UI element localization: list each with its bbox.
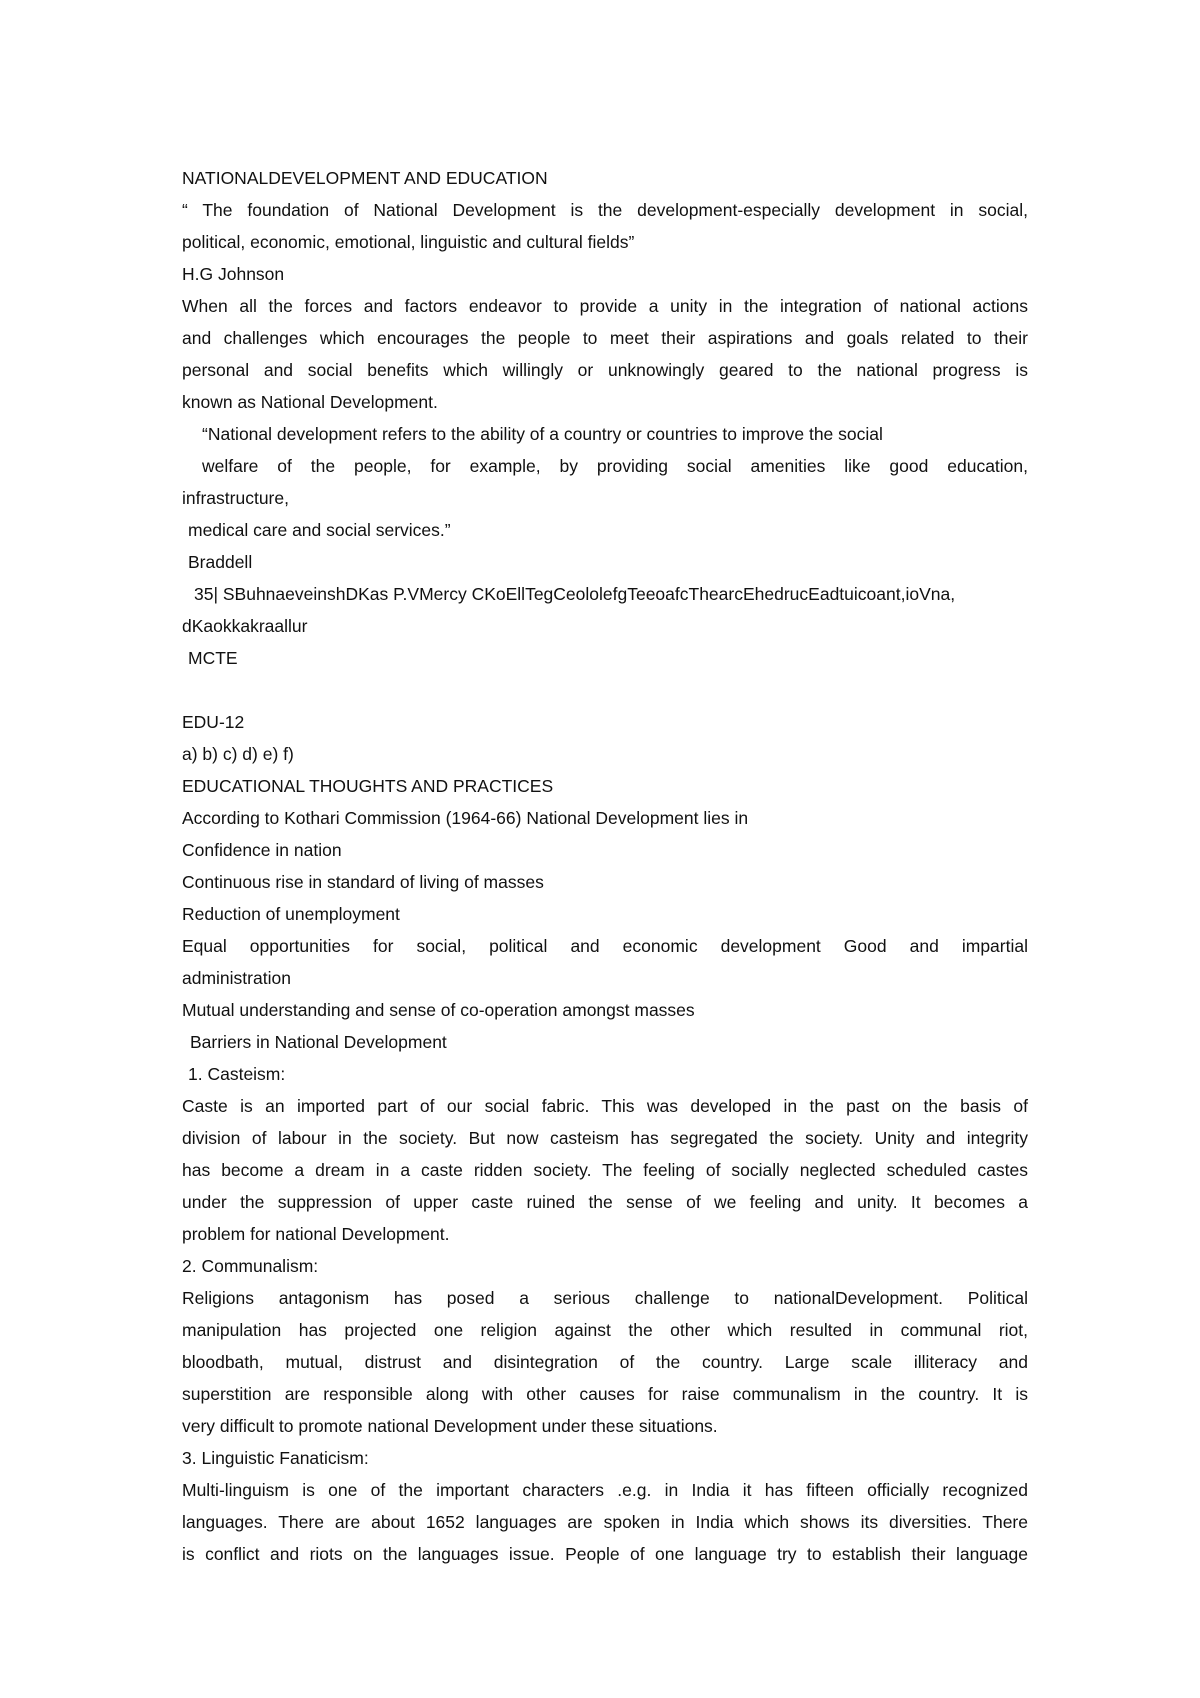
- kothari-point: Confidence in nation: [182, 840, 342, 860]
- barrier-text-line: manipulation has projected one religion against the other which resulted in communal riot,: [182, 1320, 1028, 1340]
- barrier-text-line: Caste is an imported part of our social fabric. This was developed in the past on the basis of: [182, 1096, 1028, 1116]
- quote1-line: political, economic, emotional, linguistic and cultural fields”: [182, 232, 635, 252]
- definition-line: known as National Development.: [182, 392, 438, 412]
- kothari-point: administration: [182, 968, 291, 988]
- barrier-text-line: bloodbath, mutual, distrust and disintegration of the country. Large scale illiteracy and: [182, 1352, 1028, 1372]
- quote2-line: infrastructure,: [182, 488, 289, 508]
- footer-line: 35| SBuhnaeveinshDKas P.VMercy CKoEllTegCeololefgTeeoafcThearcEhedrucEadtuicoant,ioVna,: [194, 584, 956, 604]
- kothari-point: Mutual understanding and sense of co-operation amongst masses: [182, 1000, 695, 1020]
- definition-line: and challenges which encourages the people to meet their aspirations and goals related to their: [182, 328, 1028, 348]
- barrier-heading: 3. Linguistic Fanaticism:: [182, 1448, 369, 1468]
- kothari-point: Reduction of unemployment: [182, 904, 400, 924]
- footer-line: dKaokkakraallur: [182, 616, 308, 636]
- spacer: [182, 674, 1028, 706]
- kothari-intro: According to Kothari Commission (1964-66) National Development lies in: [182, 808, 749, 828]
- definition-line: When all the forces and factors endeavor to provide a unity in the integration of national actions: [182, 296, 1028, 316]
- barrier-text-line: problem for national Development.: [182, 1224, 450, 1244]
- barrier-text-line: very difficult to promote national Development under these situations.: [182, 1416, 718, 1436]
- quote2-line: medical care and social services.”: [188, 520, 451, 540]
- document-title: NATIONALDEVELOPMENT AND EDUCATION: [182, 168, 548, 188]
- quote2-line: “National development refers to the ability of a country or countries to improve the social: [202, 424, 883, 444]
- quote2-author: Braddell: [188, 552, 253, 572]
- barrier-text-line: superstition are responsible along with other causes for raise communalism in the country. It is: [182, 1384, 1028, 1404]
- barrier-text-line: Multi-linguism is one of the important characters .e.g. in India it has fifteen officially recognized: [182, 1480, 1028, 1500]
- barrier-heading: 1. Casteism:: [188, 1064, 286, 1084]
- quote1-author: H.G Johnson: [182, 264, 285, 284]
- options-line: a) b) c) d) e) f): [182, 744, 294, 764]
- barrier-text-line: Religions antagonism has posed a serious challenge to nationalDevelopment. Political: [182, 1288, 1028, 1308]
- barriers-heading: Barriers in National Development: [190, 1032, 447, 1052]
- document-page: [182, 162, 1028, 1570]
- definition-line: personal and social benefits which willingly or unknowingly geared to the national progress is: [182, 360, 1028, 380]
- footer-line: MCTE: [188, 648, 238, 668]
- section-title: EDUCATIONAL THOUGHTS AND PRACTICES: [182, 776, 554, 796]
- barrier-text-line: has become a dream in a caste ridden society. The feeling of socially neglected scheduled castes: [182, 1160, 1028, 1180]
- kothari-point: Equal opportunities for social, political and economic development Good and impartial: [182, 936, 1028, 956]
- quote1-line: “ The foundation of National Development is the development-especially development in social,: [182, 200, 1028, 220]
- barrier-text-line: division of labour in the society. But now casteism has segregated the society. Unity and integrity: [182, 1128, 1028, 1148]
- barrier-text-line: languages. There are about 1652 languages are spoken in India which shows its diversities. There: [182, 1512, 1028, 1532]
- course-code: EDU-12: [182, 712, 245, 732]
- barrier-text-line: is conflict and riots on the languages issue. People of one language try to establish their language: [182, 1544, 1028, 1564]
- quote2-line: welfare of the people, for example, by providing social amenities like good education,: [202, 456, 1028, 476]
- barrier-heading: 2. Communalism:: [182, 1256, 319, 1276]
- barrier-text-line: under the suppression of upper caste ruined the sense of we feeling and unity. It becomes a: [182, 1192, 1028, 1212]
- kothari-point: Continuous rise in standard of living of masses: [182, 872, 544, 892]
